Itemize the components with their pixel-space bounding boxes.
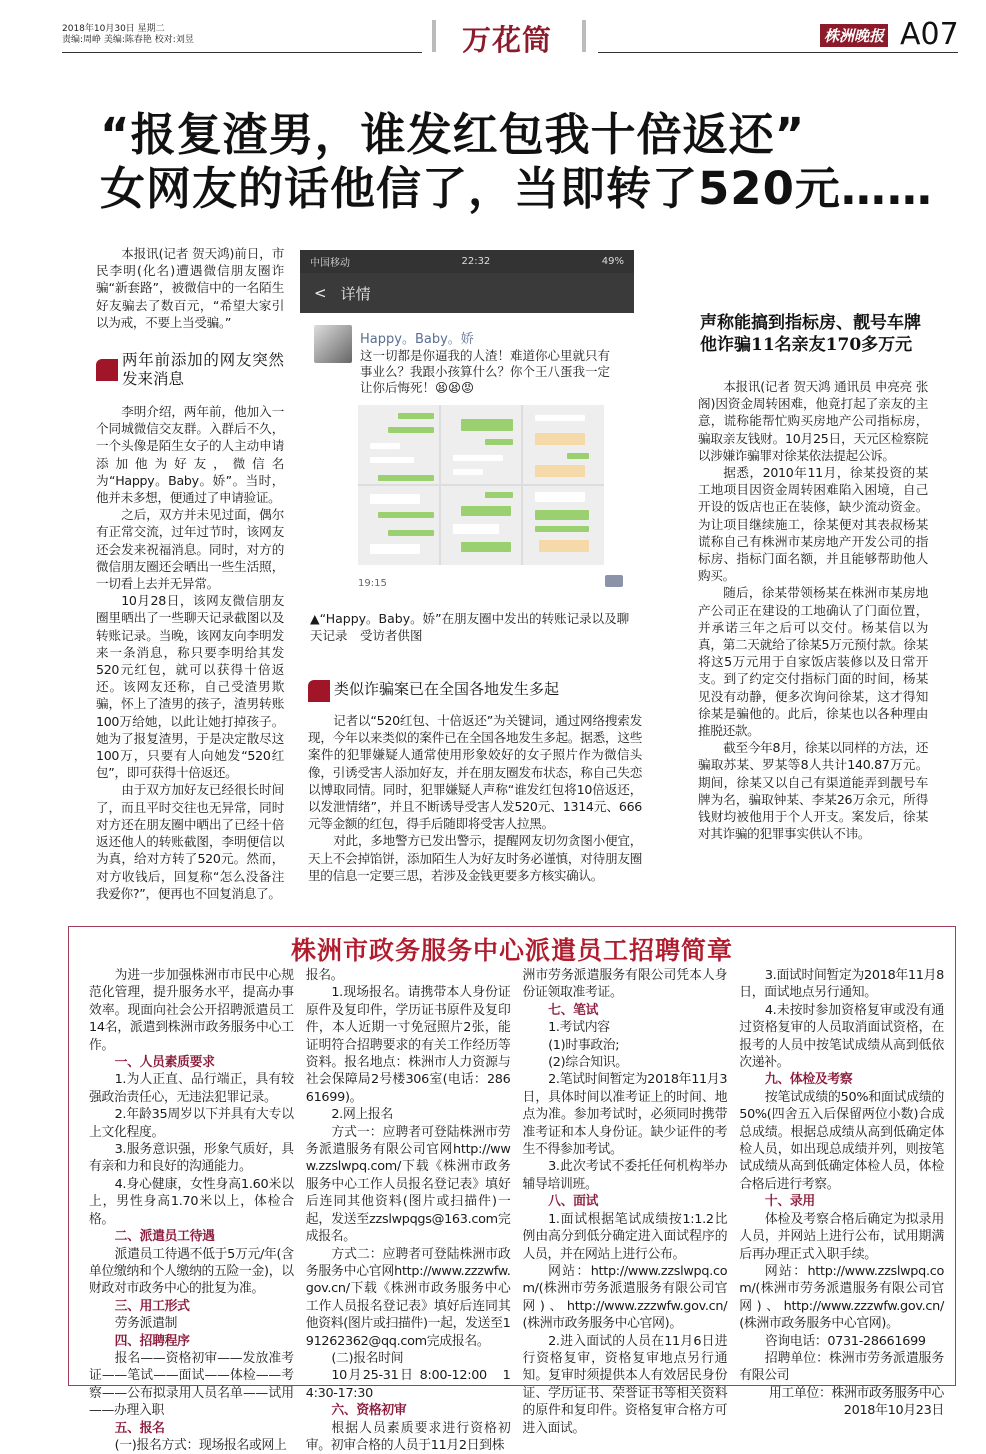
header-divider [582,20,586,52]
ad-paragraph: 报名——资格初审——发放准考证——笔试——面试——体检——考察——公布拟录用人员名单——试用——办理入职 [89,1350,294,1419]
ad-section-heading: 三、用工形式 [114,1298,190,1314]
ad-paragraph: 1.考试内容 [548,1020,610,1036]
article-middle-column [308,680,642,884]
ad-section-heading: 十、录用 [764,1194,815,1210]
lead-paragraph: 本报讯(记者 贺天鸿)前日，市民李明(化名)遭遇微信朋友圈诈骗“新套路”，被微信中的一名陌生好友骗去了数百元，“希望大家引以为戒，不要上当受骗。” [96,246,284,330]
phone-title-bar: < 详情 [300,273,634,313]
body-paragraph: 对此，多地警方已发出警示，提醒网友切勿贪图小便宜，天上不会掉馅饼，添加陌生人为好友时务必谨慎，对待朋友圈里的信息一定要三思，若涉及金钱更要多方核实确认。 [308,833,642,883]
staff-credits: 责编:周峥 美编:陈春艳 校对:刘昱 [62,35,194,45]
page-number: A07 [900,17,959,52]
ad-paragraph: 4.身心健康，女性身高1.60米以上，男性身高1.70米以上，体检合格。 [89,1176,294,1227]
body-paragraph: 截至今年8月，徐某以同样的方法，还骗取苏某、罗某等8人共计140.87万元。期间，徐某又以自己有渠道能弄到靓号车牌为名，骗取钟某、李某26万余元，所得钱财均被他用于个人开支。案发后，徐某对其诈骗的犯罪事实供认不讳。 [698,740,928,842]
body-paragraph: 据悉，2010年11月，徐某投资的某工地项目因资金周转困难陷入困境，自己开设的饭店也正在装修，缺少流动资金。为让项目继续施工，徐某便对其表叔杨某谎称自己有株洲市某房地产开发公司的指标房、指标门面名额，并且能够帮助他人购买。 [698,465,928,584]
ad-section-heading: 九、体检及考察 [764,1072,853,1088]
article-left-column [96,245,284,902]
subhead-1: 两年前添加的网友突然发来消息 [96,351,284,389]
ad-paragraph: 10月25-31日 8:00-12:00 14:30-17:30 [305,1368,511,1401]
post-message: 这一切都是你逼我的人渣！难道你心里就只有事业么？我跟小孩算什么？你个王八蛋我一定让你后悔死！😫😫😡 [360,348,611,395]
ad-paragraph: 洲市劳务派遣服务有限公司凭本人身份证领取准考证。 [522,968,728,1001]
ad-section-heading: 二、派遣员工待遇 [114,1229,215,1245]
back-icon: < [314,284,327,302]
ad-paragraph: 3.此次考试不委托任何机构举办辅导培训班。 [522,1159,728,1192]
header-rule-right [598,52,958,53]
ad-paragraph: 方式一：应聘者可登陆株洲市劳务派遣服务有限公司官网http://www.zzslwpq.com/下载《株洲市政务服务中心工作人员报名登记表》填好后连同其他资料(图片或扫描件)一起，发送至zzslwpqgs@163.com完成报名。 [305,1124,511,1245]
body-paragraph: 本报讯(记者 贺天鸿 通讯员 申亮亮 张阁)因资金周转困难，他竟打起了亲友的主意，谎称能帮忙购买房地产公司指标房，骗取亲友钱财。10月25日，天元区检察院以涉嫌诈骗罪对徐某依法提起公诉。 [698,379,928,463]
ad-column [89,967,294,1454]
ad-column [739,967,944,1454]
headline-line1: “报复渣男，谁发红包我十倍返还” [100,108,806,161]
ad-paragraph: 劳务派遣制 [114,1316,178,1332]
headline-line2: 女网友的话他信了，当即转了520元…… [100,162,933,215]
chat-screenshot-grid [358,405,604,565]
subhead-marker-icon [308,680,330,702]
ad-paragraph: 3.服务意识强，形象气质好，具有亲和力和良好的沟通能力。 [89,1142,294,1175]
ad-paragraph: 体检及考察合格后确定为拟录用人员，并网站上进行公布，试用期满后再办理正式入职手续。 [739,1211,944,1262]
ad-paragraph: 为进一步加强株洲市市民中心规范化管理，提升服务水平，提高办事效率。现面向社会公开招聘派遣员工14名，派遣到株洲市政务服务中心工作。 [89,968,294,1053]
body-paragraph: 记者以“520红包、十倍返还”为关键词，通过网络搜索发现，今年以来类似的案件已在全国各地发生多起。据悉，这些案件的犯罪嫌疑人通常使用形象姣好的女子照片作为微信头像，引诱受害人添加好友，并在朋友圈发布状态，称自己失恋以博取同情。同时，犯罪嫌疑人声称“谁发红包将10倍返还，以发泄情绪”，并且不断诱导受害人发520元、1314元、666元等金额的红包，得手后随即将受害人拉黑。 [308,713,642,832]
section-name: 万花筒 [462,23,553,57]
ad-paragraph: 1.面试根据笔试成绩按1:1.2比例由高分到低分确定进入面试程序的人员，并在网站上进行公布。 [522,1211,728,1262]
ad-title: 株洲市政务服务中心派遣员工招聘简章 [290,936,733,965]
ad-paragraph: 2.年龄35周岁以下并具有大专以上文化程度。 [89,1107,294,1140]
ad-section-heading: 七、笔试 [548,1002,599,1018]
ad-paragraph: 网站：http://www.zzslwpq.com/(株洲市劳务派遣服务有限公司官网)、http://www.zzzwfw.gov.cn/(株洲市政务服务中心官网)。 [739,1263,944,1332]
ad-paragraph: 2018年10月23日 [843,1403,944,1419]
ad-paragraph: (二)报名时间 [331,1350,404,1366]
subhead-marker-icon [96,359,118,381]
ad-section-heading: 六、资格初审 [331,1403,407,1419]
ad-column [523,967,728,1454]
ad-paragraph: (2)综合知识。 [548,1055,628,1071]
article2-title: 声称能搞到指标房、靓号车牌他诈骗11名亲友170多万元 [700,313,921,355]
issue-date: 2018年10月30日 星期二 [62,24,165,34]
ad-columns [89,967,944,1454]
comment-icon [605,575,623,587]
avatar [314,325,352,363]
wechat-screenshot-photo [300,250,634,595]
ad-section-heading: 五、报名 [114,1420,165,1436]
ad-section-heading: 八、面试 [548,1194,599,1210]
ad-section-heading: 四、招聘程序 [114,1333,190,1349]
ad-paragraph: (1)时事政治; [548,1037,620,1053]
chat-thumbnail [358,405,439,484]
ad-paragraph: 网站：http://www.zzslwpq.com/(株洲市劳务派遣服务有限公司官网)、http://www.zzzwfw.gov.cn/(株洲市政务服务中心官网)。 [522,1263,728,1332]
ad-paragraph: 招聘单位：株洲市劳务派遣服务有限公司 [739,1350,944,1384]
body-paragraph: 随后，徐某带领杨某在株洲市某房地产公司正在建设的工地确认了门面位置，并承诺三年之后可以交付。杨某信以为真，第二天就给了徐某5万元预付款。徐某将这5万元用于自家饭店装修以及日常开支。到了约定交付指标门面的时间，杨某见没有动静，便多次询问徐某，这才得知徐某是骗他的。此后，徐某也以各种理由推脱还款。 [698,585,928,739]
ad-column [306,967,511,1454]
body-paragraph: 10月28日，该网友微信朋友圈里晒出了一些聊天记录截图以及转账记录。当晚，该网友向李明发来一条消息，称只要李明给其发520元红包，就可以获得十倍返还。该网友还称，自己受渣男欺骗，怀上了渣男的孩子，渣男转账100万给她，以此让她打掉孩子。她为了报复渣男，于是决定散尽这100万，只要有人向她发“520红包”，即可获得十倍返还。 [96,593,284,781]
header-divider [432,20,436,52]
ad-paragraph: 3.面试时间暂定为2018年11月8日，面试地点另行通知。 [739,968,944,1001]
body-paragraph: 由于双方加好友已经很长时间了，而且平时交往也无异常，同时对方还在朋友圈中晒出了已经十倍返还他人的转账截图，李明便信以为真，给对方转了520元。然而，对方收钱后，回复称“怎么没备注我爱你?”，便再也不回复消息了。 [96,782,284,901]
ad-paragraph: 4.未按时参加资格复审或没有通过资格复审的人员取消面试资格，在报考的人员中按笔试成绩从高到低依次递补。 [739,1002,944,1071]
ad-paragraph: 2.网上报名 [331,1107,393,1123]
body-paragraph: 之后，双方并未见过面，偶尔有正常交流，过年过节时，该网友还会发来祝福消息。同时，对方的微信朋友圈还会晒出一些生活照，一切看上去并无异常。 [96,507,284,592]
ad-paragraph: 2.进入面试的人员在11月6日进行资格复审，资格复审地点另行通知。复审时须提供本人有效居民身份证、学历证书、荣誉证书等相关资料的原件和复印件。资格复审合格方可进入面试。 [522,1333,728,1436]
ad-paragraph: 报名。 [305,968,344,983]
chat-thumbnail [523,486,604,565]
ad-paragraph: 按笔试成绩的50%和面试成绩的50%(四舍五入后保留两位小数)合成总成绩。根据总成绩从高到低确定体检人员，如出现总成绩并列，则按笔试成绩从高到低确定体检人员，体检合格后进行考察。 [739,1089,944,1192]
chat-thumbnail [523,405,604,484]
body-paragraph: 李明介绍，两年前，他加入一个同城微信交友群。入群后不久，一个头像是陌生女子的人主动申请添加他为好友，微信名为“Happy。Baby。娇”。当时，他并未多想，便通过了申请验证。 [96,404,284,506]
ad-paragraph: 根据人员素质要求进行资格初审。初审合格的人员于11月2日到株 [305,1420,511,1453]
chat-thumbnail [358,486,439,565]
article2-body [698,378,928,842]
recruitment-ad [68,926,956,1453]
ad-paragraph: 咨询电话：0731-28661699 [764,1333,926,1349]
header-rule-left [62,52,422,53]
ad-paragraph: 方式二：应聘者可登陆株洲市政务服务中心官网http://www.zzzwfw.gov.cn/下载《株洲市政务服务中心工作人员报名登记表》填好后连同其他资料(图片或扫描件)一起，发送至191262362@qq.com完成报名。 [305,1246,511,1349]
ad-paragraph: (一)报名方式：现场报名或网上 [114,1437,287,1453]
ad-paragraph: 派遣员工待遇不低于5万元/年(含单位缴纳和个人缴纳的五险一金)，以财政对市政务中心的批复为准。 [89,1246,294,1297]
phone-status-bar: 中国移动 22:32 49% [300,250,634,273]
subhead-2: 类似诈骗案已在全国各地发生多起 [308,680,642,702]
photo-caption: ▲“Happy。Baby。娇”在朋友圈中发出的转账记录以及聊天记录 受访者供图 [310,611,630,643]
chat-thumbnail [441,486,522,565]
ad-paragraph: 1.现场报名。请携带本人身份证原件及复印件，学历证书原件及复印件，本人近期一寸免冠照片2张，能证明符合招聘要求的有关工作经历等资料。报名地点：株洲市人力资源与社会保障局2号楼306室(电话：28661699)。 [305,985,511,1105]
newspaper-logo: 株洲晚报 [820,24,888,47]
ad-section-heading: 一、人员素质要求 [114,1055,215,1071]
battery-indicator: 49% [601,256,624,267]
ad-paragraph: 2.笔试时间暂定为2018年11月3日，具体时间以准考证上的时间、地点为准。参加考试时，必须同时携带准考证和本人身份证。缺少证件的考生不得参加考试。 [522,1072,728,1158]
ad-paragraph: 1.为人正直、品行端正，具有较强政治责任心，无违法犯罪记录。 [89,1072,294,1105]
post-time: 19:15 [358,578,387,589]
poster-name: Happy。Baby。娇 [360,332,474,347]
issue-meta [62,24,194,46]
chat-thumbnail [441,405,522,484]
ad-paragraph: 用工单位：株洲市政务服务中心 [769,1385,944,1401]
